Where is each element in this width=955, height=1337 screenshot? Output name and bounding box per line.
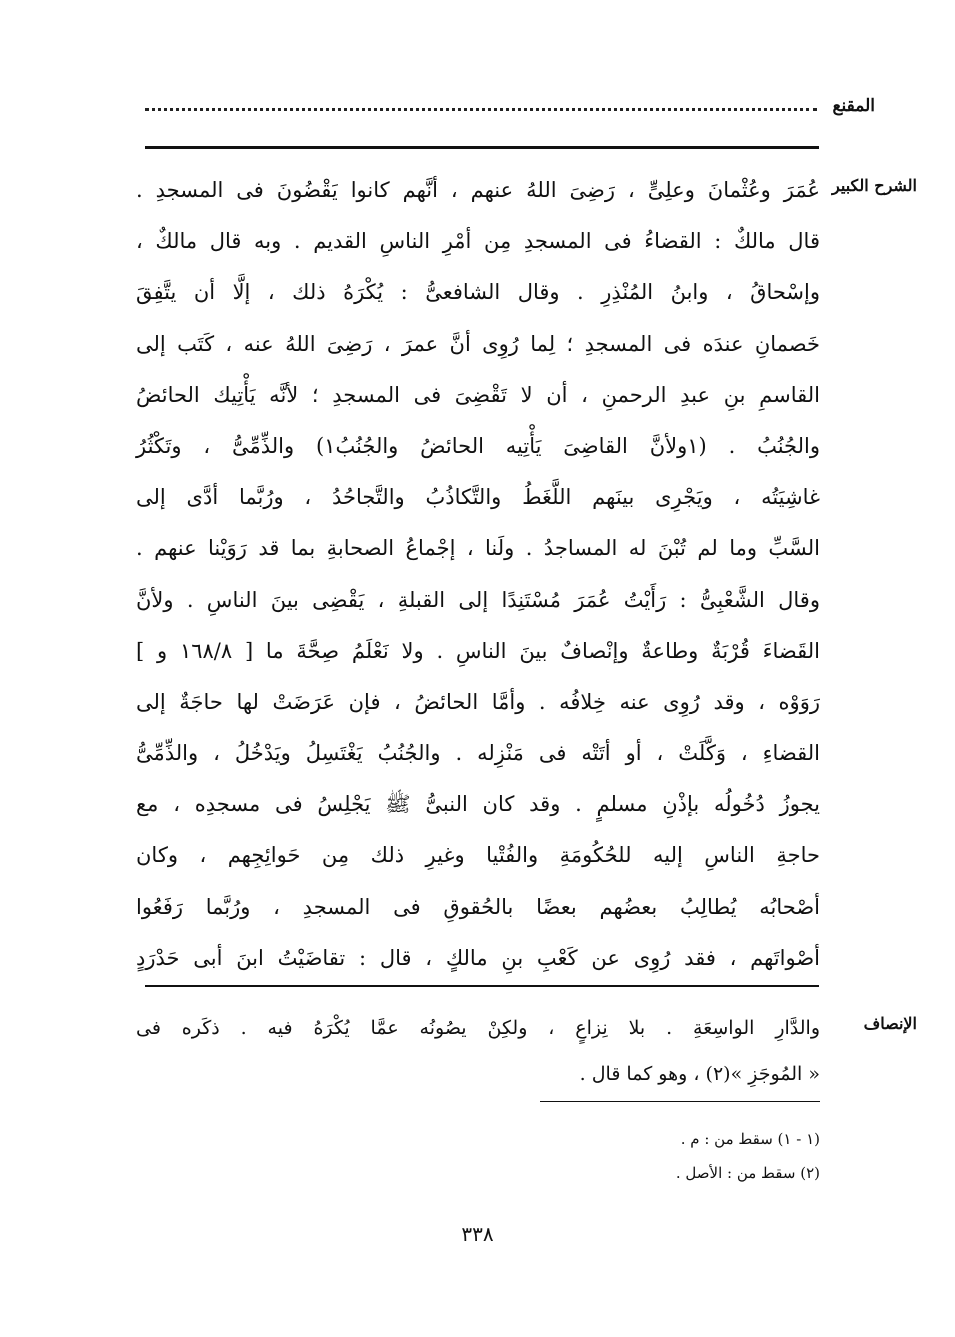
insaf-line: « المُوجَزِ »(٢) ، وهو كما قال . (579, 1063, 820, 1085)
side-label-insaf: الإنصاف (863, 1014, 917, 1033)
text-line: رَوَوْه ، وقد رُوِى عنه خِلافُه . وأمَّا الحائضُ ، فإن عَرَضَتْ لها حاجَةٌ إلى (136, 689, 820, 714)
text-line: أصْحابُه يُطالِبُ بعضُهم بعضًا بالحُقوقِ فى المسجدِ ، ورُبَّما رَفَعُوا (136, 894, 820, 919)
text-line: أصْواتَهم ، فقد رُوِى عن كَعْبِ بنِ مالكٍ ، قال : تقاضَيْتُ ابنَ أبى حَدْرَدٍ (136, 945, 820, 970)
text-line: حاجةِ الناسِ إليه للحُكُومَةِ والفُتْيا وغيرِ ذلك مِن حَوائِجِهم ، وكان (136, 843, 820, 868)
main-commentary-text (136, 165, 820, 984)
text-line: القَضاءَ قُرْبَةٌ وطاعةٌ وإنْصافٌ بينَ الناسِ . ولا نَعْلَمُ صِحَّةَ ما [ ١٦٨/٨ و ] (136, 638, 820, 663)
section-divider (145, 985, 819, 987)
header-rule (145, 146, 819, 149)
footnote: (١ - ١) سقط من : م . (680, 1130, 820, 1148)
running-title: المقنع (832, 96, 875, 116)
text-line: قال مالكٌ : القضاءُ فى المسجدِ مِن أمْرِ الناسِ القديم . وبه قال مالكٌ ، (136, 229, 820, 254)
text-line: والجُنُبُ . (١ولأنَّ القاضِىَ يَأْتِيه الحائضُ والجُنُبُ١) والذِّمِّىُّ ، وتَكْثُرُ (136, 433, 820, 458)
text-line: وقال الشَّعْبِىُّ : رَأَيْتُ عُمَرَ مُسْتَنِدًا إلى القبلةِ ، يَقْضِى بينَ الناسِ . ولأنَّ (136, 587, 820, 612)
insaf-text (136, 1005, 820, 1097)
page-number: ٣٣٨ (461, 1222, 494, 1246)
text-line: خَصمانِ عندَه فى المسجدِ ؛ لِما رُوِى أنَّ عمرَ ، رَضِىَ اللهُ عنه ، كَتَب إلى (136, 331, 820, 356)
side-label-commentary: الشرح الكبير (832, 176, 917, 195)
text-line: القضاءِ ، وَكَّلَتْ ، أو أتَتْه فى مَنْزِله . والجُنُبُ يَغْتَسِلُ ويَدْخُلُ ، والذِّمِّىُّ (136, 741, 820, 766)
insaf-line: والدَّارِ الواسِعَةِ . بلا نِزاعٍ ، ولكِنْ يصُونُه عمَّا يُكْرَهُ فيه . ذكَره فى (136, 1017, 820, 1039)
text-line: يجوزُ دُخُولُه بإذْنِ مسلمٍ . وقد كان النبىُّ ﷺ يَجْلِسُ فى مسجدِه ، مع (136, 792, 820, 817)
footnotes (676, 1122, 820, 1190)
text-line: القاسمِ بنِ عبدِ الرحمنِ ، أن لا تَقْضِىَ فى المسجدِ ؛ لأنَّه يَأْتِيك الحائضُ (136, 382, 820, 407)
text-line: غاشِيَتُه ، ويَجْرِى بينَهم اللَّغَطُ والتَّكاذُبُ والتَّجاحُدُ ، ورُبَّما أدَّى إلى (136, 485, 820, 510)
text-line: وإسْحاقُ ، وابنُ المُنْذِرِ . وقال الشافعىُّ : يُكْرَهُ ذلك ، إلَّا أن يتَّفِقَ (136, 280, 820, 305)
text-line: عُمَرَ وعُثْمانَ وعلِىٍّ ، رَضِىَ اللهُ عنهم ، أنَّهم كانوا يَقْضُونَ فى المسجدِ . (136, 178, 820, 202)
footnote-rule (540, 1101, 820, 1102)
footnote: (٢) سقط من : الأصل . (675, 1164, 820, 1182)
header-dotted-rule (145, 108, 817, 111)
text-line: السَّبِّ وما لم تُبْنَ له المساجدُ . ولَنا ، إجْماعُ الصحابةِ بما قد رَوَيْنا عنهم . (136, 536, 820, 561)
